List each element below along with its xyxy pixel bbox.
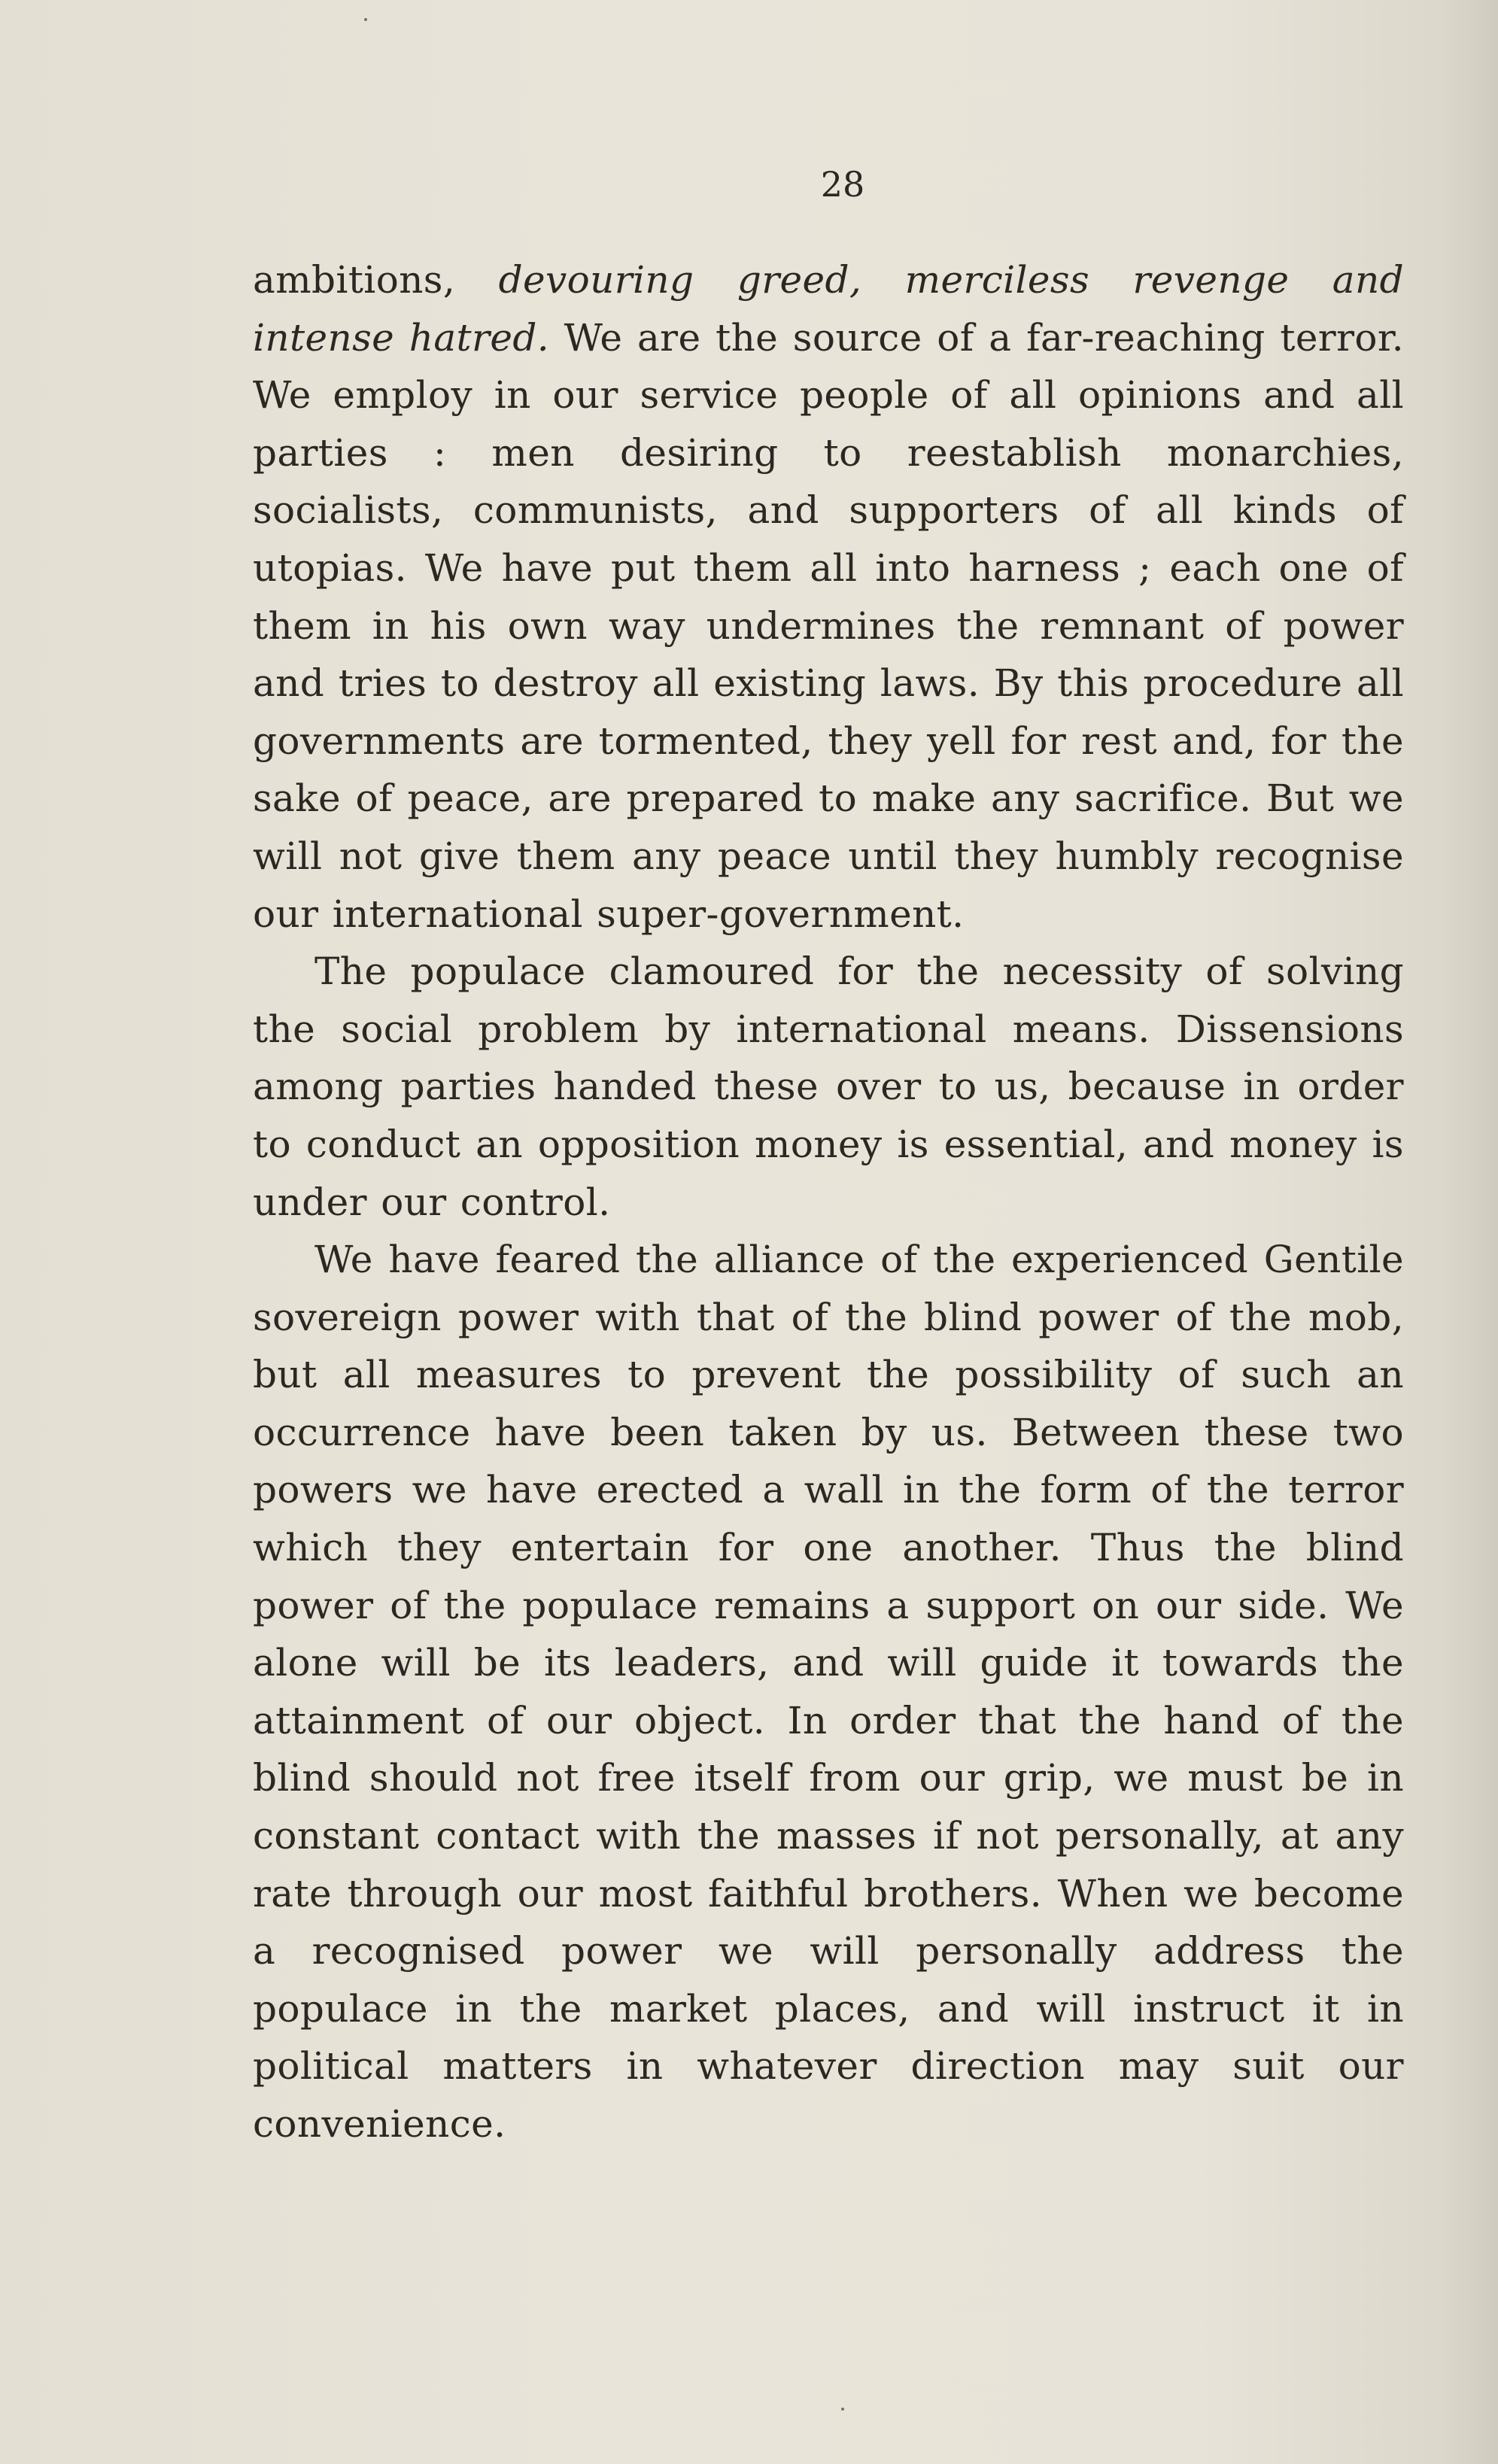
page-number: 28 [820,164,865,205]
paragraph-1 [253,251,1404,943]
ink-speck [364,18,367,21]
ink-speck [841,2408,844,2411]
paragraph-2: The populace clamoured for the necessity of solving the social problem by international means. Dissensions among parties handed these over to us, because in order to conduct an opposition money is essential, and money is under our control. [253,949,1404,1224]
paragraph-1-rest: We are the source of a far-reaching terror. We employ in our service people of all opinions and all parties : men desiring to reestablish monarchies, socialists, communists, and supporters of all kinds of utopias. We have put them all into harness ; each one of them in his own way undermines the remnant of power and tries to destroy all existing laws. By this procedure all governments are tormented, they yell for rest and, for the sake of peace, are prepared to make any sacrifice. But we will not give them any peace until they humbly recognise our international super-government. [253,315,1405,936]
body-text [253,251,1404,2153]
paragraph-1-lead: ambitions, [253,258,499,302]
paragraph-3: We have feared the alliance of the experienced Gentile sovereign power with that of the blind power of the mob, but all measures to prevent the possibility of such an occurrence have been taken by us. Between these two powers we have erected a wall in the form of the terror which they entertain for one another. Thus the blind power of the populace remains a support on our side. We alone will be its leaders, and will guide it towards the attainment of our object. In order that the hand of the blind should not free itself from our grip, we must be in constant contact with the masses if not personally, at any rate through our most faithful brothers. When we become a recognised power we will personally address the populace in the market places, and will instruct it in political matters in whatever direction may suit our convenience. [253,1238,1404,2146]
paragraph-1-italic: devouring greed, merciless revenge and intense hatred. [253,258,1404,360]
